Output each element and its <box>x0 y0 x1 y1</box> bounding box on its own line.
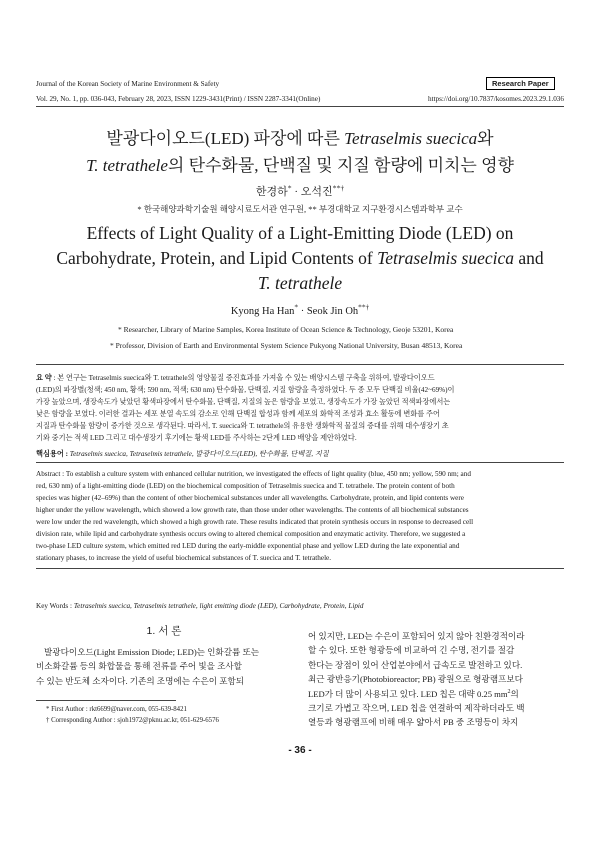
volume-line: Vol. 29, No. 1, pp. 036-043, February 28, 2023, ISSN 1229-3431(Print) / ISSN 2287-3341(Online) <box>36 95 321 103</box>
body-left-column: 발광다이오드(Light Emission Diode; LED)는 인화갈륨 또는 비소화갈륨 등의 화합물을 통해 전류를 주어 빛을 조사할 수 있는 반도체 소자이다. 기존의 조명에는 수은이 포함되 <box>36 647 260 686</box>
abstract-bottom-rule <box>36 568 564 569</box>
abstract-top-rule <box>36 364 564 365</box>
english-affiliation-1: * Researcher, Library of Marine Samples, Korea Institute of Ocean Science & Technology, Geoje 53201, Korea <box>118 325 454 334</box>
english-keywords-label: Key Words : <box>36 602 73 610</box>
english-title-line3: T. tetrathele <box>257 273 343 293</box>
body-right-column: 어 있지만, LED는 수은이 포함되어 있지 않아 친환경적이라 할 수 있다. 또한 형광등에 비교하여 긴 수명, 전기를 절감 한다는 장점이 있어 산업분야에서 급속도로 발전하고 있다. 최근 광반응기(Photobioreactor; PB) 광원으로 형광램프보다 LED가 더 많이 사용되고 있다. LED 칩은 대략 0.25 $mm^2$의 크기로 가볍고 작으며, LED 칩을 연결하여 제작하더라도 백 열등과 형광램프에 비해 매우 얇아서 PB 중 조명등이 차지 <box>308 631 525 728</box>
section-heading: 1. 서 론 <box>146 625 182 637</box>
english-abstract-label: Abstract : <box>36 470 65 478</box>
footnote-corresponding-author: † Corresponding Author : sjoh1972@pknu.ac.kr, 051-629-6576 <box>46 717 219 724</box>
korean-abstract-label: 요 약 <box>36 374 52 382</box>
footnote-rule <box>36 700 176 701</box>
article-type-badge: Research Paper <box>486 77 555 90</box>
english-keywords: Key Words : Tetraselmis suecica, Tetraselmis tetrathele, light emitting diode (LED), Carbohydrate, Protein, Lipid <box>36 602 364 610</box>
korean-affiliation: * 한국해양과학기술원 해양시료도서관 연구원, ** 부경대학교 지구환경시스템과학부 교수 <box>137 204 463 214</box>
korean-keywords-label: 핵심용어 : <box>36 450 68 458</box>
english-authors: Kyong Ha Han* · Seok Jin Oh**† <box>230 302 370 317</box>
journal-name: Journal of the Korean Society of Marine Environment & Safety <box>36 80 220 88</box>
english-abstract: Abstract : To establish a culture system with enhanced cellular nutrition, we investigated the effects of light quality (blue, 450 nm; yellow, 590 nm; and red, 630 nm) of a light-emitting diode (LED) on the biochemical composition of Tetraselmis suecica and T. tetrathele. The protein content of both species was higher (42–69%) than the content of other biochemical substances under all wavelengths. Carbohydrate, protein, and lipid contents were higher under the yellow wavelength, which showed a low growth rate, than those under other wavelengths. The contents of all biochemical substances were low under the red wavelength, which showed a high growth rate. These results indicated that protein synthesis occurs in response to decreased cell division rate, while lipid and carbohydrate synthesis occurs owing to altered chemical composition and enzymatic activity. Therefore, we suggested a two-phase LED culture system, which emitted red LED during the early-middle exponential phase and yellow LED during the late exponential and stationary phases, to increase the yield of useful biochemical substances of T. suecica and T. tetrathele. <box>36 470 474 562</box>
korean-title-line1: 발광다이오드(LED) 파장에 따른 Tetraselmis suecica와 <box>106 129 494 148</box>
header-rule <box>36 106 564 107</box>
english-title-line2: Carbohydrate, Protein, and Lipid Contents of Tetraselmis suecica and <box>56 248 544 268</box>
korean-authors: 한경하* · 오석진**† <box>255 183 345 198</box>
english-title-line1: Effects of Light Quality of a Light-Emitting Diode (LED) on <box>86 223 514 243</box>
english-affiliation-2: * Professor, Division of Earth and Environmental System Science Pukyong National University, Busan 48513, Korea <box>110 341 463 350</box>
korean-keywords: 핵심용어 : Tetraselmis suecica, Tetraselmis tetrathele, 발광다이오드(LED), 탄수화물, 단백질, 지질 <box>36 450 329 458</box>
page-number: - 36 - <box>288 745 312 756</box>
footnote-first-author: * First Author : rkt6699@naver.com, 055-639-8421 <box>46 706 187 713</box>
korean-abstract: 요 약 : 본 연구는 Tetraselmis suecica와 T. tetrathele의 영양물질 증진효과를 가져올 수 있는 배양시스템 구축을 위하여, 발광다이오드 (LED)의 파장별(청색; 450 nm, 황색; 590 nm, 적색; 630 nm) 탄수화물, 단백질, 지질 함량을 측정하였다. 두 종 모두 단백질 비율(42~69%)이 가장 높았으며, 생장속도가 낮았던 황색파장에서 탄수화물, 단백질, 지질의 높은 함량을 보였고, 생장속도가 가장 높았던 적색파장에서는 낮은 함량을 보였다. 이러한 결과는 세포 분열 속도의 감소로 인해 단백질 합성과 함께 세포의 화학적 조성과 효소 활동에 변화를 주어 지질과 탄수화물 함량이 증가한 것으로 생각된다. 따라서, T. suecica와 T. tetrathele의 유용한 생화학적 물질의 증대를 위해 대수생장기 초 기와 중기는 적색 LED 그리고 대수생장기 후기에는 황색 LED를 주사하는 2단계 LED 배양을 제안하였다. <box>36 374 455 442</box>
doi-link[interactable]: https://doi.org/10.7837/kosomes.2023.29.1.036 <box>427 95 564 103</box>
abstract-mid-rule <box>36 462 564 463</box>
korean-title-line2: T. tetrathele의 탄수화물, 단백질 및 지질 함량에 미치는 영향 <box>86 156 514 175</box>
